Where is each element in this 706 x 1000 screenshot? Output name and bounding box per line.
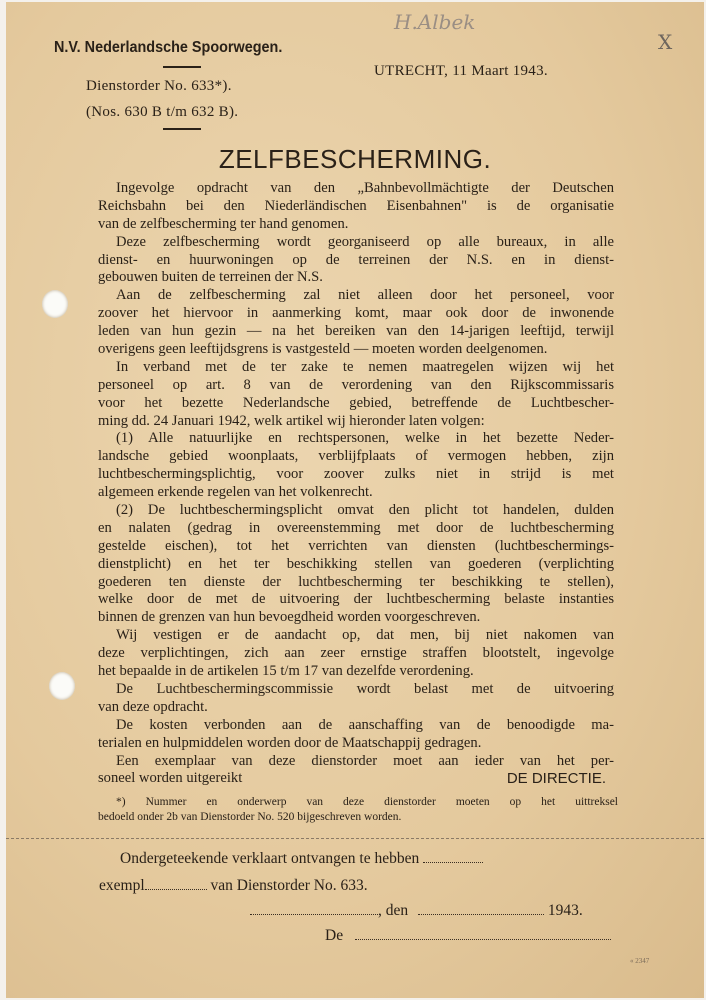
text-line <box>98 413 614 431</box>
receipt-text: van Dienstorder No. 633. <box>210 877 368 894</box>
line-text: en nalaten (gedrag in overeenstemming met door de luchtbescherming <box>98 519 614 536</box>
place-blank[interactable] <box>250 902 378 915</box>
footnote-line: bedoeld onder 2b van Dienstorder No. 520 bijgeschreven worden. <box>98 811 402 823</box>
receipt-text: 1943. <box>547 902 583 919</box>
line-text: voor het bezette Nederlandsche gebied, betreffende de Luchtbescher- <box>98 394 614 411</box>
line-text: In verband met de ter zake te nemen maatregelen wijzen wij het <box>116 358 614 375</box>
text-line <box>98 502 614 520</box>
text-line <box>98 305 614 323</box>
text-line <box>98 323 614 341</box>
line-text: Deze zelfbescherming wordt georganiseerd op alle bureaux, in alle <box>116 233 614 250</box>
text-line <box>98 699 614 717</box>
handwritten-note: H.Albek <box>394 10 476 34</box>
text-line <box>98 591 614 609</box>
line-text: soneel worden uitgereikt <box>98 770 243 787</box>
text-line <box>98 538 614 556</box>
margin-mark: X <box>658 30 673 54</box>
line-text: van de zelfbescherming ter hand genomen. <box>98 215 349 232</box>
line-text: (1) Alle natuurlijke en rechtspersonen, welke in het bezette Neder- <box>116 430 614 447</box>
text-line <box>98 234 614 252</box>
line-text: Ingevolge opdracht van den „Bahnbevollmächtigte der Deutschen <box>116 180 614 196</box>
line-text: gestelde eischen), tot het verrichten van diensten (luchtbeschermings- <box>98 537 614 554</box>
line-text: algemeen erkende regelen van het volkenrecht. <box>98 484 373 501</box>
text-line <box>98 645 614 663</box>
line-text: landsche gebied woonplaats, verblijfplaats of vermogen hebben, zijn <box>98 448 614 465</box>
line-text: goederen ten dienste der luchtbescherming ter beschikking te stellen), <box>98 573 614 590</box>
line-text: van deze opdracht. <box>98 698 208 715</box>
line-text: leden van hun gezin — na het bereiken van den 14-jarigen leeftijd, terwijl <box>98 323 614 340</box>
signature: DE DIRECTIE. <box>506 770 606 788</box>
text-line <box>98 770 614 788</box>
receipt-text: De <box>325 927 344 944</box>
receipt-line-1 <box>120 850 483 868</box>
page-title: ZELFBESCHERMING. <box>218 144 492 174</box>
date-blank[interactable] <box>418 902 544 915</box>
line-text: Een exemplaar van deze dienstorder moet aan ieder van het per- <box>116 752 614 769</box>
text-line <box>98 717 614 735</box>
text-line <box>98 448 614 466</box>
text-line <box>98 377 614 395</box>
text-line <box>98 520 614 538</box>
divider <box>163 128 201 130</box>
receipt-line-4 <box>325 927 611 945</box>
line-text: zoover het hiervoor in aanmerking komt, maar ook door de inwonende <box>98 305 614 322</box>
text-line <box>98 753 614 771</box>
text-line <box>98 681 614 699</box>
line-text: dienst- en huurwoningen op de terreinen der N.S. en in dienst- <box>98 251 614 268</box>
line-text: (2) De luchtbeschermingsplicht omvat den plicht tot handelen, dulden <box>116 502 614 519</box>
text-line <box>98 735 614 753</box>
text-line <box>98 180 614 198</box>
footnote <box>98 795 618 825</box>
text-line <box>98 663 614 681</box>
text-line <box>98 269 614 287</box>
line-text: Aan de zelfbescherming zal niet alleen door het personeel, voor <box>116 287 614 304</box>
text-line <box>98 252 614 270</box>
plural-blank[interactable] <box>145 877 207 890</box>
text-line <box>98 627 614 645</box>
quantity-blank[interactable] <box>423 850 483 863</box>
line-text: gebouwen buiten de terreinen der N.S. <box>98 269 323 286</box>
text-line <box>98 341 614 359</box>
tear-off-line <box>6 838 704 839</box>
line-text: dienstplicht) en het ter beschikking stellen van goederen (verplichting <box>98 555 614 572</box>
line-text: Reichsbahn bei den Niederländischen Eisenbahnen" is de organisatie <box>98 197 614 214</box>
line-text: luchtbeschermingsplichtig, voor zoover zulks niet in strijd is met <box>98 466 614 483</box>
text-line <box>98 609 614 627</box>
line-text: De Luchtbeschermingscommissie wordt belast met de uitvoering <box>116 680 614 697</box>
receipt-text: , den <box>378 902 409 919</box>
receipt-text: Ondergeteekende verklaart ontvangen te hebben <box>120 850 420 867</box>
punch-hole <box>49 672 75 700</box>
footnote-line: *) Nummer en onderwerp van deze dienstorder moeten op het uittreksel <box>116 796 618 808</box>
document-page <box>6 2 704 998</box>
receipt-line-3 <box>250 902 583 920</box>
text-line <box>98 216 614 234</box>
line-text: het bepaalde in de artikelen 15 t/m 17 van dezelfde verordening. <box>98 663 474 680</box>
text-line <box>98 556 614 574</box>
line-text: terialen en hulpmiddelen worden door de Maatschappij gedragen. <box>98 734 482 751</box>
line-text: binnen de grenzen van hun bevoegdheid worden voorgeschreven. <box>98 609 481 626</box>
divider <box>163 66 201 68</box>
receipt-line-2 <box>99 877 368 895</box>
text-line <box>98 395 614 413</box>
body-text <box>98 180 614 788</box>
text-line <box>98 287 614 305</box>
punch-hole <box>42 290 68 318</box>
text-line <box>98 430 614 448</box>
line-text: De kosten verbonden aan de aanschaffing van de benoodigde ma- <box>116 716 614 733</box>
text-line <box>98 484 614 502</box>
line-text: personeel op art. 8 van de verordening van den Rijkscommissaris <box>98 376 614 393</box>
text-line <box>98 574 614 592</box>
line-text: Wij vestigen er de aandacht op, dat men, bij niet nakomen van <box>116 627 614 644</box>
line-text: welke door de met de uitvoering der luchtbescherming belaste instanties <box>98 591 614 608</box>
print-code: « 2347 <box>630 957 650 965</box>
line-text: ming dd. 24 Januari 1942, welk artikel wij hieronder laten volgen: <box>98 412 485 429</box>
related-orders: (Nos. 630 B t/m 632 B). <box>86 104 239 120</box>
text-line <box>98 359 614 377</box>
place-date: UTRECHT, 11 Maart 1943. <box>374 63 548 79</box>
text-line <box>98 198 614 216</box>
line-text: overigens geen leeftijdsgrens is vastgesteld — moeten worden deelgenomen. <box>98 341 548 358</box>
receipt-text: exempl <box>99 877 145 894</box>
text-line <box>98 466 614 484</box>
company-name: N.V. Nederlandsche Spoorwegen. <box>54 39 283 56</box>
signature-blank[interactable] <box>355 927 611 940</box>
order-number: Dienstorder No. 633*). <box>86 78 232 94</box>
line-text: deze verplichtingen, zich aan zeer ernstige straffen blootstelt, ingevolge <box>98 645 614 662</box>
